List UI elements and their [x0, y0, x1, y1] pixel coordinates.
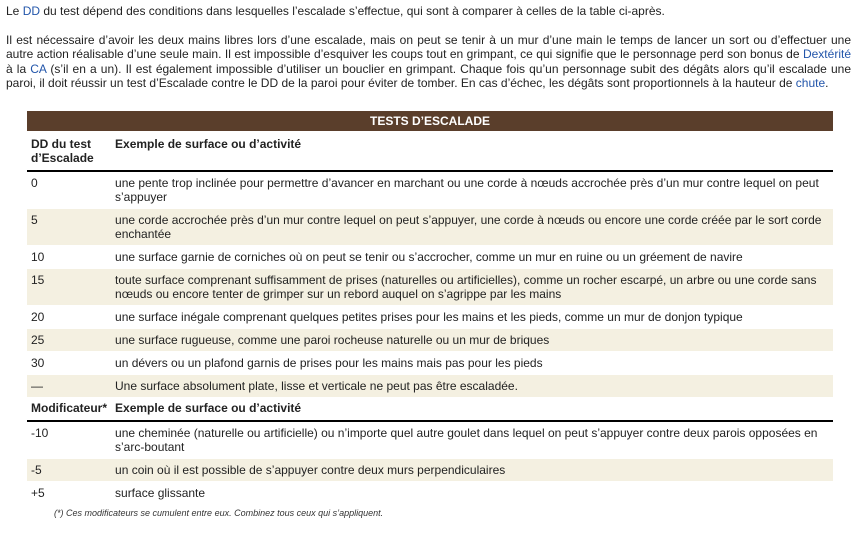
modifier-row-description: une cheminée (naturelle ou artificielle) ou n’importe quel autre goulet dans lequel on peut s’appuyer contre deux parois opposées en s’arc-boutant: [111, 421, 833, 459]
table-footnote: (*) Ces modificateurs se cumulent entre eux. Combinez tous ceux qui s’appliquent.: [54, 507, 384, 518]
header-example: Exemple de surface ou d’activité: [111, 397, 833, 421]
intro-text: Le: [6, 4, 23, 18]
table-row: [27, 208, 833, 245]
table-row-description: une pente trop inclinée pour permettre d’avancer en marchant ou une corde à nœuds accrochée près d’un mur contre lequel on peut s’appuyer: [111, 171, 833, 209]
table-row-description: toute surface comprenant suffisamment de prises (naturelles ou artificielles), comme un rocher escarpé, un arbre ou une corde sans nœuds ou encore tenter de grimper sur un rebord auquel on s’agrippe par les mains: [111, 268, 833, 305]
table-row-value: 10: [27, 245, 111, 268]
header-dd: DD du test d’Escalade: [27, 131, 111, 171]
climb-tests-table: [27, 111, 833, 505]
table-title: TESTS D’ESCALADE: [27, 111, 833, 131]
modifier-header-row: [27, 397, 833, 421]
modifier-row-description: surface glissante: [111, 481, 833, 504]
intro-paragraph-2: [6, 33, 851, 91]
header-modifier: Modificateur*: [27, 397, 111, 421]
link-chute[interactable]: chute: [795, 76, 826, 90]
table-row-value: 20: [27, 305, 111, 328]
link-dexterite[interactable]: Dextérité: [802, 47, 851, 61]
table-row: [27, 171, 833, 209]
table-header-row: [27, 131, 833, 171]
intro-text: (s’il en a un). Il est également impossible d’utiliser un bouclier en grimpant. Chaque fois qu’un personnage subit des dégâts alors qu’il escalade une paroi, il doit réussir un test d’Escalade contre le DD de la paroi pour éviter de tomber. En cas d’échec, les dégâts sont proportionnels à la hauteur de: [6, 61, 851, 90]
table-row-description: Une surface absolument plate, lisse et verticale ne peut pas être escaladée.: [111, 374, 833, 397]
header-example: Exemple de surface ou d’activité: [111, 131, 833, 171]
link-dd[interactable]: DD: [22, 4, 41, 18]
modifier-row: [27, 481, 833, 504]
table-row: [27, 351, 833, 374]
table-row-value: 25: [27, 328, 111, 351]
table-row-value: —: [27, 374, 111, 397]
table-title-row: [27, 111, 833, 131]
modifier-row: [27, 458, 833, 481]
table-row-description: une surface garnie de corniches où on peut se tenir ou s’accrocher, comme un mur en ruine ou un gréement de navire: [111, 245, 833, 268]
intro-text: à la: [6, 61, 31, 76]
intro-text: Il est nécessaire d’avoir les deux mains libres lors d’une escalade, mais on peut se tenir à un mur d’une main le temps de lancer un sort ou d’effectuer une autre action réalisable d’une seule main. Il est impossible d’esquiver les coups tout en grimpant, ce qui signifie que le personnage perd son bonus de: [6, 32, 851, 61]
table-row: [27, 245, 833, 268]
modifier-row-value: -5: [27, 458, 111, 481]
table-row: [27, 374, 833, 397]
link-ca[interactable]: CA: [30, 61, 47, 76]
table-row-value: 30: [27, 351, 111, 374]
table-row-description: une surface inégale comprenant quelques petites prises pour les mains et les pieds, comme un mur de donjon typique: [111, 305, 833, 328]
table-row-value: 5: [27, 208, 111, 245]
modifier-row-description: un coin où il est possible de s’appuyer contre deux murs perpendiculaires: [111, 458, 833, 481]
table-row-description: un dévers ou un plafond garnis de prises pour les mains mais pas pour les pieds: [111, 351, 833, 374]
table-row-description: une surface rugueuse, comme une paroi rocheuse naturelle ou un mur de briques: [111, 328, 833, 351]
modifier-row-value: -10: [27, 421, 111, 459]
table-row-value: 0: [27, 171, 111, 209]
table-row-value: 15: [27, 268, 111, 305]
intro-paragraph-1: [6, 4, 851, 19]
intro-text: du test dépend des conditions dans lesquelles l’escalade s’effectue, qui sont à comparer à celles de la table ci-après.: [40, 4, 665, 18]
modifier-row-value: +5: [27, 481, 111, 504]
table-row: [27, 305, 833, 328]
intro-text: .: [825, 76, 829, 90]
table-row-description: une corde accrochée près d’un mur contre lequel on peut s’appuyer, une corde à nœuds ou encore une corde créée par le sort corde enchantée: [111, 208, 833, 245]
modifier-row: [27, 421, 833, 459]
table-row: [27, 268, 833, 305]
table-row: [27, 328, 833, 351]
